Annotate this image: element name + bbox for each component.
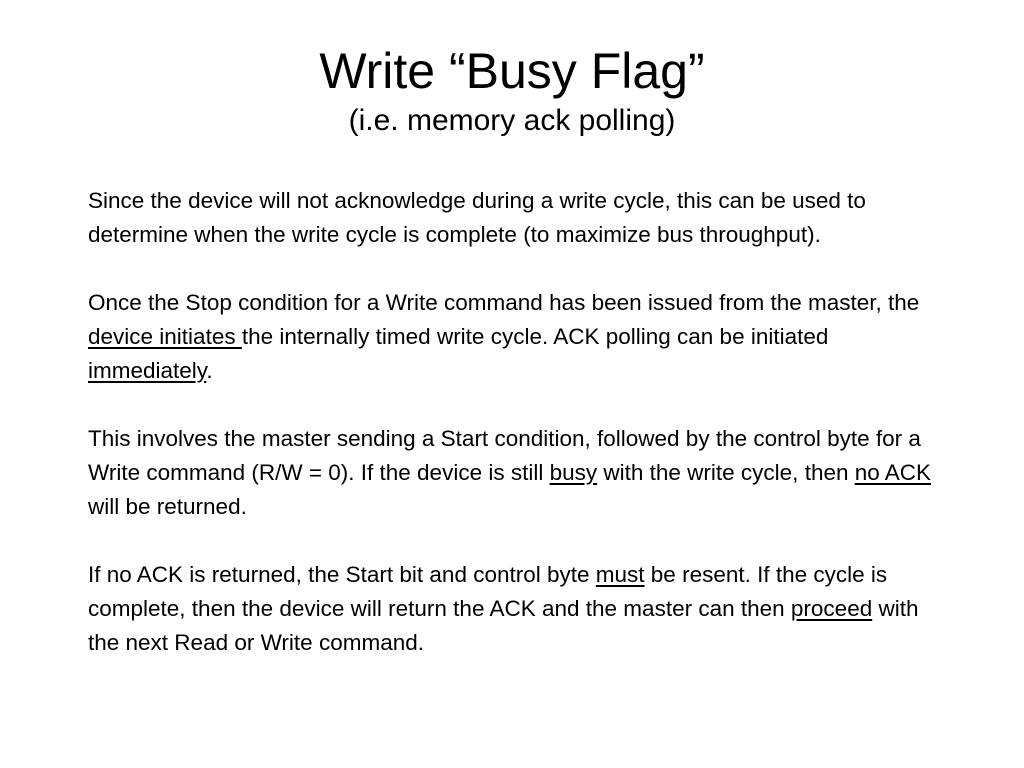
paragraph-2-text-3: . <box>206 358 213 383</box>
paragraph-2-text-2: the internally timed write cycle. ACK polling can be initiated <box>241 324 829 349</box>
slide-body <box>88 184 948 694</box>
paragraph-2-text-1: Once the Stop condition for a Write command has been issued from the master, the <box>88 290 920 315</box>
underlined-immediately: immediately <box>88 358 207 383</box>
paragraph-3-text-3: will be returned. <box>88 494 247 519</box>
paragraph-3-text-2: with the write cycle, then <box>597 460 855 485</box>
slide-subtitle: (i.e. memory ack polling) <box>348 104 676 137</box>
slide-title: Write “Busy Flag” <box>319 43 705 99</box>
paragraph-4-text-1: If no ACK is returned, the Start bit and control byte <box>88 562 596 587</box>
paragraph-4-text-3: with the next Read or Write command. <box>88 596 919 655</box>
paragraph-3 <box>88 422 948 524</box>
underlined-busy: busy <box>549 460 598 485</box>
paragraph-4-text-2: be resent. If the cycle is complete, then the device will return the ACK and the master can then <box>88 562 888 621</box>
slide-title-block <box>0 40 1024 140</box>
paragraph-2 <box>88 286 948 388</box>
underlined-device-initiates: device initiates <box>88 324 242 349</box>
paragraph-1-text: Since the device will not acknowledge during a write cycle, this can be used to determine when the write cycle is complete (to maximize bus throughput). <box>88 188 866 247</box>
paragraph-1 <box>88 184 948 252</box>
paragraph-4 <box>88 558 948 660</box>
underlined-no-ack: no ACK <box>854 460 932 485</box>
underlined-must: must <box>595 562 645 587</box>
paragraph-3-text-1: This involves the master sending a Start condition, followed by the control byte for a Write command (R/W = 0). If the device is still <box>88 426 921 485</box>
underlined-proceed: proceed <box>790 596 873 621</box>
